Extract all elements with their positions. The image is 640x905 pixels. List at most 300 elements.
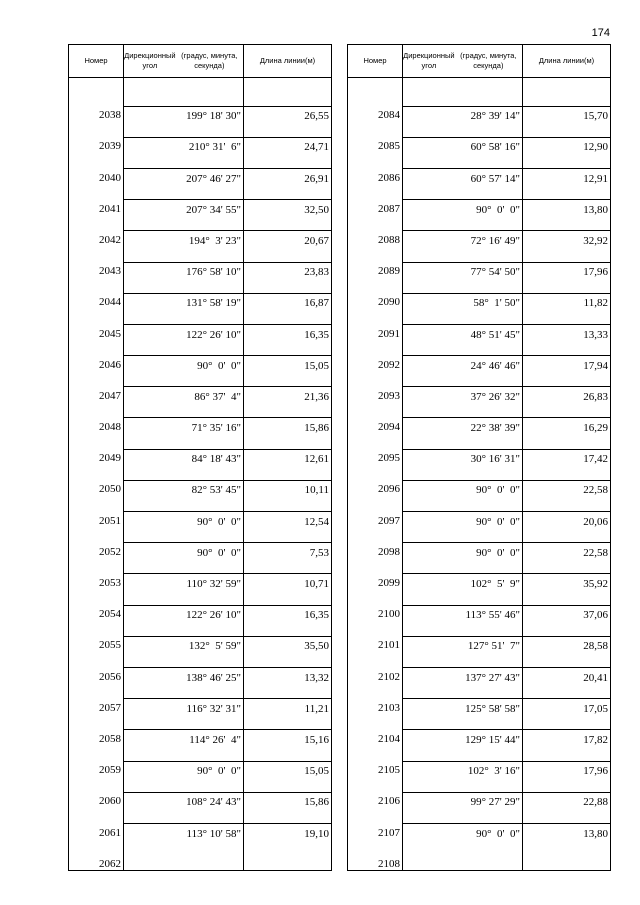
angle-cell: [402, 121, 522, 152]
angle-cell: [402, 340, 522, 371]
point-number: 2057: [99, 701, 121, 714]
point-cell: [347, 839, 402, 870]
length-cell: [243, 371, 332, 402]
angle-cell: [123, 839, 243, 870]
point-number: 2107: [378, 826, 400, 839]
length-value: 13,80: [583, 203, 608, 216]
angle-value: 113° 55' 46": [465, 609, 520, 622]
table-row: [68, 776, 332, 807]
point-cell: [347, 121, 402, 152]
length-cell: [243, 277, 332, 308]
angle-divider: [403, 324, 522, 325]
angle-cell: [123, 807, 243, 838]
point-number: 2045: [99, 327, 121, 340]
point-number: 2088: [378, 233, 400, 246]
point-cell: [68, 620, 123, 651]
point-number: 2108: [378, 857, 400, 870]
point-number: 2101: [378, 639, 400, 652]
header-angle: [402, 45, 522, 77]
length-divider: [244, 324, 331, 325]
point-number: 2095: [378, 452, 400, 465]
length-value: 10,71: [304, 578, 329, 590]
angle-value: 90° 0' 0": [197, 765, 241, 778]
table-row: [68, 745, 332, 776]
point-cell: [68, 558, 123, 589]
length-cell: [522, 807, 611, 838]
length-value: 15,70: [583, 110, 608, 123]
length-cell: [522, 714, 611, 745]
length-value: 16,29: [583, 422, 608, 435]
angle-cell: [402, 527, 522, 558]
point-number: 2041: [99, 202, 121, 215]
point-cell: [347, 651, 402, 682]
header-angle-line1: Дирекционный угол: [124, 51, 176, 70]
length-cell: [243, 215, 332, 246]
length-value: 17,05: [583, 702, 608, 715]
table-row: [347, 340, 611, 371]
table-row: [68, 308, 332, 339]
angle-value: 102° 3' 16": [467, 765, 520, 778]
header-length: [522, 45, 611, 77]
point-cell: [68, 433, 123, 464]
point-number: 2054: [99, 608, 121, 621]
point-number: 2060: [99, 795, 121, 808]
length-divider: [523, 729, 610, 730]
length-value: 26,55: [304, 110, 329, 123]
angle-cell: [123, 246, 243, 277]
angle-value: 24° 46' 46": [470, 359, 520, 372]
point-cell: [347, 464, 402, 495]
angle-cell: [123, 371, 243, 402]
table-row: [347, 121, 611, 152]
angle-cell: [402, 807, 522, 838]
point-number: 2091: [378, 327, 400, 340]
table-row: [68, 184, 332, 215]
angle-value: 37° 26' 32": [470, 390, 520, 403]
point-cell: [347, 371, 402, 402]
length-cell: [522, 527, 611, 558]
point-cell: [347, 90, 402, 121]
table-row: [68, 215, 332, 246]
point-cell: [347, 776, 402, 807]
point-cell: [68, 277, 123, 308]
length-divider: [244, 636, 331, 637]
angle-divider: [403, 823, 522, 824]
table-row: [68, 527, 332, 558]
length-divider: [523, 417, 610, 418]
point-cell: [68, 589, 123, 620]
angle-cell: [123, 620, 243, 651]
table-row: [347, 152, 611, 183]
header-angle-line1: Дирекционный угол: [403, 51, 455, 70]
point-number: 2055: [99, 639, 121, 652]
length-cell: [243, 589, 332, 620]
length-cell: [243, 433, 332, 464]
point-cell: [347, 620, 402, 651]
gap-cell: [402, 78, 522, 90]
length-cell: [243, 152, 332, 183]
angle-cell: [402, 184, 522, 215]
length-divider: [523, 262, 610, 263]
table-row: [68, 558, 332, 589]
table-row: [68, 714, 332, 745]
length-cell: [243, 620, 332, 651]
point-cell: [68, 90, 123, 121]
header-number: [68, 45, 123, 77]
length-value: 20,06: [583, 515, 608, 528]
angle-value: 122° 26' 10": [186, 328, 241, 341]
angle-cell: [123, 558, 243, 589]
length-divider: [244, 262, 331, 263]
angle-cell: [402, 308, 522, 339]
point-cell: [68, 215, 123, 246]
table-row: [68, 402, 332, 433]
angle-divider: [124, 262, 243, 263]
point-number: 2086: [378, 171, 400, 184]
angle-divider: [403, 636, 522, 637]
point-number: 2056: [99, 670, 121, 683]
length-cell: [522, 121, 611, 152]
angle-cell: [123, 651, 243, 682]
angle-cell: [402, 620, 522, 651]
length-divider: [523, 199, 610, 200]
length-value: 32,50: [304, 203, 329, 216]
angle-value: 60° 58' 16": [470, 141, 520, 154]
length-cell: [243, 464, 332, 495]
point-number: 2058: [99, 732, 121, 745]
header-gap: [68, 78, 332, 90]
angle-cell: [402, 402, 522, 433]
point-cell: [347, 714, 402, 745]
point-cell: [347, 308, 402, 339]
length-value: 12,91: [583, 172, 608, 185]
angle-cell: [123, 589, 243, 620]
table-row: [347, 651, 611, 682]
point-cell: [347, 277, 402, 308]
length-cell: [243, 807, 332, 838]
point-cell: [68, 714, 123, 745]
length-cell: [243, 340, 332, 371]
point-cell: [347, 683, 402, 714]
angle-cell: [123, 215, 243, 246]
length-cell: [522, 839, 611, 870]
point-cell: [68, 745, 123, 776]
point-number: 2049: [99, 452, 121, 465]
angle-divider: [124, 542, 243, 543]
length-cell: [243, 90, 332, 121]
table-row: [68, 90, 332, 121]
angle-value: 207° 34' 55": [186, 203, 241, 216]
header-length-line1: Длина линии: [538, 56, 584, 65]
length-value: 35,92: [583, 578, 608, 590]
angle-divider: [124, 605, 243, 606]
table-row: [347, 215, 611, 246]
point-number: 2042: [99, 233, 121, 246]
angle-cell: [402, 558, 522, 589]
point-cell: [68, 807, 123, 838]
point-cell: [347, 402, 402, 433]
table-row: [347, 495, 611, 526]
point-number: 2102: [378, 670, 400, 683]
point-cell: [68, 402, 123, 433]
gap-cell: [347, 78, 402, 90]
length-value: 15,86: [304, 422, 329, 435]
length-divider: [244, 386, 331, 387]
length-divider: [523, 823, 610, 824]
table-row: [347, 558, 611, 589]
angle-cell: [402, 495, 522, 526]
length-divider: [244, 137, 331, 138]
angle-cell: [123, 152, 243, 183]
angle-cell: [123, 683, 243, 714]
point-number: 2053: [99, 577, 121, 589]
length-cell: [522, 651, 611, 682]
point-cell: [347, 527, 402, 558]
gap-cell: [123, 78, 243, 90]
point-number: 2085: [378, 140, 400, 153]
table-row: [68, 246, 332, 277]
angle-cell: [123, 184, 243, 215]
angle-divider: [403, 698, 522, 699]
table-row: [347, 277, 611, 308]
length-value: 15,05: [304, 359, 329, 372]
point-number: 2090: [378, 296, 400, 309]
angle-cell: [123, 464, 243, 495]
table-row: [68, 495, 332, 526]
length-cell: [522, 558, 611, 589]
length-divider: [244, 417, 331, 418]
length-value: 23,83: [304, 266, 329, 279]
point-number: 2046: [99, 358, 121, 371]
angle-value: 125° 58' 58": [465, 702, 520, 715]
table-row: [347, 184, 611, 215]
length-value: 21,36: [304, 390, 329, 403]
angle-divider: [403, 542, 522, 543]
point-cell: [68, 651, 123, 682]
length-divider: [523, 324, 610, 325]
length-cell: [522, 464, 611, 495]
point-number: 2105: [378, 764, 400, 777]
length-value: 17,82: [583, 733, 608, 746]
angle-cell: [402, 246, 522, 277]
point-cell: [347, 589, 402, 620]
angle-divider: [403, 605, 522, 606]
angle-divider: [403, 511, 522, 512]
angle-divider: [124, 573, 243, 574]
angle-cell: [402, 152, 522, 183]
table-row: [68, 839, 332, 870]
angle-cell: [123, 433, 243, 464]
angle-divider: [124, 761, 243, 762]
point-cell: [347, 807, 402, 838]
angle-divider: [403, 480, 522, 481]
table-row: [68, 433, 332, 464]
length-divider: [523, 106, 610, 107]
angle-value: 99° 27' 29": [470, 796, 520, 809]
point-number: 2052: [99, 545, 121, 558]
point-cell: [347, 745, 402, 776]
angle-value: 77° 54' 50": [470, 266, 520, 279]
table-row: [347, 464, 611, 495]
angle-cell: [402, 714, 522, 745]
header-length: [243, 45, 332, 77]
angle-divider: [124, 480, 243, 481]
angle-divider: [403, 386, 522, 387]
length-divider: [523, 542, 610, 543]
length-cell: [522, 246, 611, 277]
angle-value: 129° 15' 44": [465, 733, 520, 746]
length-value: 16,35: [304, 328, 329, 341]
angle-cell: [123, 714, 243, 745]
angle-divider: [403, 230, 522, 231]
length-divider: [244, 230, 331, 231]
length-value: 22,58: [583, 546, 608, 559]
angle-value: 90° 0' 0": [476, 827, 520, 840]
length-value: 35,50: [304, 640, 329, 653]
length-divider: [244, 511, 331, 512]
angle-value: 71° 35' 16": [191, 422, 241, 435]
table-row: [68, 121, 332, 152]
point-cell: [68, 184, 123, 215]
length-cell: [243, 402, 332, 433]
table-row: [347, 90, 611, 121]
table-row: [68, 371, 332, 402]
angle-value: 194° 3' 23": [188, 234, 241, 247]
angle-divider: [124, 137, 243, 138]
angle-divider: [403, 417, 522, 418]
angle-value: 72° 16' 49": [470, 234, 520, 247]
point-number: 2093: [378, 389, 400, 402]
length-cell: [243, 839, 332, 870]
length-value: 11,21: [304, 702, 329, 715]
length-value: 32,92: [583, 234, 608, 247]
angle-cell: [402, 433, 522, 464]
length-divider: [523, 355, 610, 356]
length-value: 13,33: [583, 328, 608, 341]
header-gap: [347, 78, 611, 90]
point-cell: [68, 495, 123, 526]
point-cell: [68, 683, 123, 714]
point-number: 2097: [378, 514, 400, 527]
gap-cell: [243, 78, 332, 90]
point-number: 2040: [99, 171, 121, 184]
angle-value: 122° 26' 10": [186, 609, 241, 622]
length-value: 17,94: [583, 359, 608, 372]
length-value: 15,86: [304, 796, 329, 809]
angle-value: 137° 27' 43": [465, 671, 520, 684]
length-cell: [522, 340, 611, 371]
angle-cell: [123, 308, 243, 339]
point-number: 2048: [99, 421, 121, 434]
length-divider: [523, 480, 610, 481]
length-value: 10,11: [304, 484, 329, 497]
table-row: [347, 839, 611, 870]
header-length-line2: (м): [304, 56, 316, 65]
length-value: 20,41: [583, 671, 608, 684]
header-number-label: Номер: [84, 56, 108, 65]
length-cell: [522, 683, 611, 714]
angle-divider: [403, 262, 522, 263]
header-number-label: Номер: [363, 56, 387, 65]
length-value: 17,42: [583, 453, 608, 466]
point-cell: [68, 464, 123, 495]
length-divider: [244, 542, 331, 543]
length-divider: [244, 761, 331, 762]
point-cell: [68, 776, 123, 807]
length-cell: [243, 651, 332, 682]
length-value: 7,53: [309, 546, 329, 559]
point-number: 2047: [99, 389, 121, 402]
length-cell: [243, 308, 332, 339]
header-number: [347, 45, 402, 77]
table-row: [347, 402, 611, 433]
angle-cell: [402, 839, 522, 870]
table-row: [68, 464, 332, 495]
angle-cell: [402, 371, 522, 402]
length-cell: [243, 121, 332, 152]
angle-value: 116° 32' 31": [186, 702, 241, 715]
angle-value: 90° 0' 0": [197, 359, 241, 372]
angle-value: 207° 46' 27": [186, 172, 241, 185]
table-row: [347, 683, 611, 714]
angle-value: 114° 26' 4": [189, 733, 241, 746]
angle-divider: [403, 106, 522, 107]
length-cell: [522, 184, 611, 215]
point-number: 2050: [99, 483, 121, 496]
length-value: 17,96: [583, 765, 608, 778]
length-cell: [243, 745, 332, 776]
angle-cell: [123, 340, 243, 371]
angle-value: 22° 38' 39": [470, 422, 520, 435]
length-divider: [523, 605, 610, 606]
angle-divider: [403, 573, 522, 574]
length-value: 28,58: [583, 640, 608, 653]
angle-divider: [403, 729, 522, 730]
angle-divider: [124, 386, 243, 387]
point-cell: [347, 152, 402, 183]
angle-divider: [403, 761, 522, 762]
angle-value: 60° 57' 14": [470, 172, 520, 185]
point-number: 2098: [378, 545, 400, 558]
angle-value: 90° 0' 0": [476, 203, 520, 216]
point-number: 2092: [378, 358, 400, 371]
table-row: [347, 433, 611, 464]
table-row: [68, 620, 332, 651]
point-cell: [347, 340, 402, 371]
length-divider: [523, 386, 610, 387]
angle-divider: [403, 168, 522, 169]
length-divider: [244, 573, 331, 574]
angle-divider: [124, 199, 243, 200]
length-divider: [523, 573, 610, 574]
length-divider: [523, 230, 610, 231]
length-divider: [523, 761, 610, 762]
angle-value: 28° 39' 14": [470, 110, 520, 123]
point-number: 2094: [378, 421, 400, 434]
point-cell: [68, 839, 123, 870]
length-value: 12,90: [583, 141, 608, 154]
angle-cell: [123, 90, 243, 121]
length-divider: [244, 729, 331, 730]
angle-value: 30° 16' 31": [470, 453, 520, 466]
table-row: [347, 589, 611, 620]
angle-divider: [124, 729, 243, 730]
length-divider: [523, 636, 610, 637]
angle-cell: [402, 683, 522, 714]
length-value: 26,91: [304, 172, 329, 185]
length-cell: [522, 776, 611, 807]
length-divider: [244, 355, 331, 356]
